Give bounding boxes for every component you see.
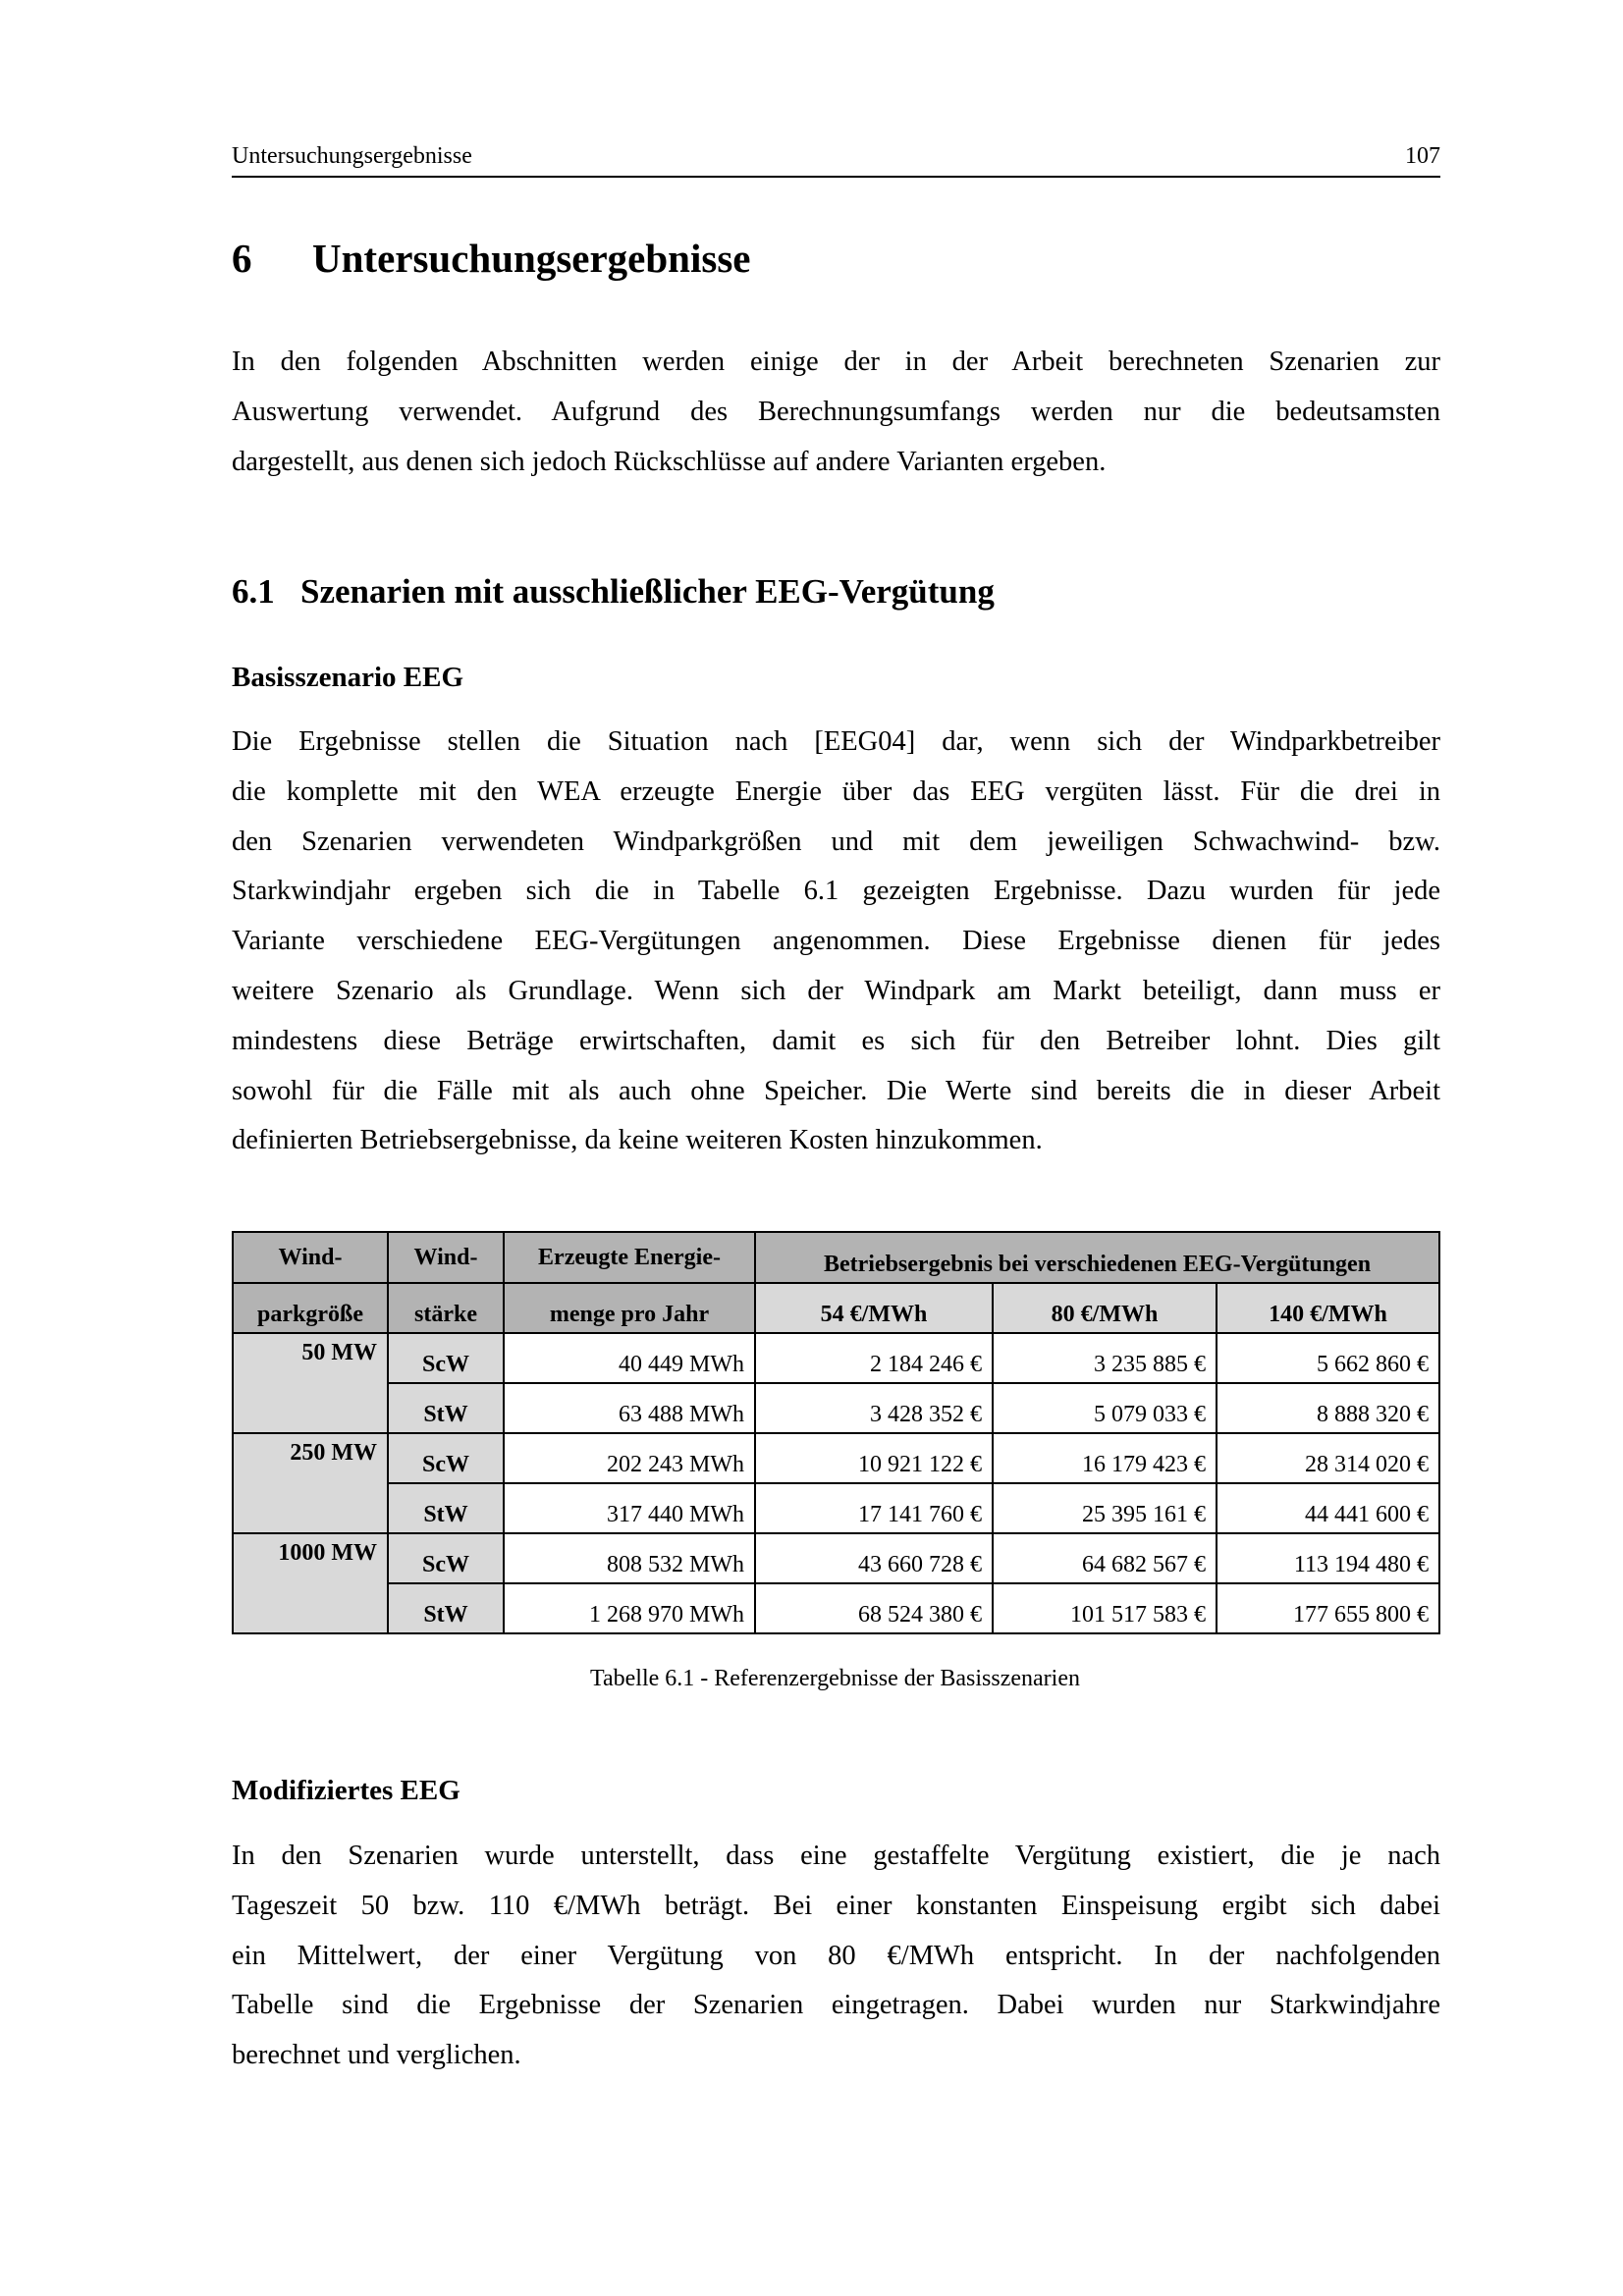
result-54-cell: 2 184 246 € — [755, 1333, 993, 1383]
paragraph-line: Variante verschiedene EEG-Vergütungen angenommen. Diese Ergebnisse dienen für jedes — [232, 926, 1440, 957]
result-140-cell: 177 655 800 € — [1217, 1583, 1439, 1633]
table-row — [233, 1433, 1439, 1483]
chapter-number: 6 — [232, 236, 252, 281]
result-80-cell: 25 395 161 € — [993, 1483, 1217, 1533]
header-rate-80: 80 €/MWh — [993, 1283, 1217, 1333]
basis-paragraph — [232, 718, 1440, 1166]
modified-paragraph — [232, 1832, 1440, 2081]
section-heading — [232, 567, 995, 616]
result-54-cell: 3 428 352 € — [755, 1383, 993, 1433]
paragraph-line: berechnet und verglichen. — [232, 2040, 521, 2071]
energy-cell: 40 449 MWh — [504, 1333, 755, 1383]
paragraph-line: Tabelle sind die Ergebnisse der Szenarien eingetragen. Dabei wurden nur Starkwindjahre — [232, 1990, 1440, 2021]
energy-cell: 317 440 MWh — [504, 1483, 755, 1533]
running-header-title: Untersuchungsergebnisse — [232, 143, 472, 169]
windpark-size-cell: 250 MW — [233, 1433, 388, 1533]
result-140-cell: 5 662 860 € — [1217, 1333, 1439, 1383]
result-140-cell: 113 194 480 € — [1217, 1533, 1439, 1583]
wind-strength-cell: ScW — [388, 1433, 504, 1483]
paragraph-line: die komplette mit den WEA erzeugte Energie über das EEG vergüten lässt. Für die drei in — [232, 775, 1440, 807]
result-80-cell: 5 079 033 € — [993, 1383, 1217, 1433]
running-header — [232, 137, 1440, 175]
header-rate-54: 54 €/MWh — [755, 1283, 993, 1333]
subheading-modifiziertes-eeg: Modifiziertes EEG — [232, 1775, 460, 1806]
result-54-cell: 10 921 122 € — [755, 1433, 993, 1483]
paragraph-line: dargestellt, aus denen sich jedoch Rückschlüsse auf andere Varianten ergeben. — [232, 446, 1107, 477]
header-rate-140: 140 €/MWh — [1217, 1283, 1439, 1333]
section-number: 6.1 — [232, 572, 275, 611]
energy-cell: 202 243 MWh — [504, 1433, 755, 1483]
header-wind-strength-line1: Wind- — [388, 1232, 504, 1283]
windpark-size-cell: 50 MW — [233, 1333, 388, 1433]
energy-cell: 63 488 MWh — [504, 1383, 755, 1433]
paragraph-line: Tageszeit 50 bzw. 110 €/MWh beträgt. Bei einer konstanten Einspeisung ergibt sich dabei — [232, 1890, 1440, 1921]
result-80-cell: 64 682 567 € — [993, 1533, 1217, 1583]
windpark-size-cell: 1000 MW — [233, 1533, 388, 1633]
paragraph-line: Auswertung verwendet. Aufgrund des Berechnungsumfangs werden nur die bedeutsamsten — [232, 396, 1440, 427]
paragraph-line: sowohl für die Fälle mit als auch ohne Speicher. Die Werte sind bereits die in dieser Arbeit — [232, 1075, 1440, 1106]
result-80-cell: 101 517 583 € — [993, 1583, 1217, 1633]
header-operating-result-group: Betriebsergebnis bei verschiedenen EEG-Vergütungen — [755, 1232, 1439, 1283]
chapter-title: Untersuchungsergebnisse — [312, 236, 751, 281]
page-number: 107 — [1405, 143, 1440, 169]
table-row — [233, 1383, 1439, 1433]
paragraph-line: ein Mittelwert, der einer Vergütung von 80 €/MWh entspricht. In der nachfolgenden — [232, 1940, 1440, 1971]
header-wind-strength-line2: stärke — [388, 1283, 504, 1333]
paragraph-line: Starkwindjahr ergeben sich die in Tabelle 6.1 gezeigten Ergebnisse. Dazu wurden für jede — [232, 876, 1440, 907]
wind-strength-cell: StW — [388, 1383, 504, 1433]
wind-strength-cell: StW — [388, 1483, 504, 1533]
paragraph-line: In den Szenarien wurde unterstellt, dass eine gestaffelte Vergütung existiert, die je nach — [232, 1841, 1440, 1871]
result-80-cell: 16 179 423 € — [993, 1433, 1217, 1483]
intro-paragraph — [232, 338, 1440, 487]
results-table — [232, 1231, 1440, 1634]
header-rule — [232, 176, 1440, 178]
result-54-cell: 68 524 380 € — [755, 1583, 993, 1633]
paragraph-line: Die Ergebnisse stellen die Situation nach [EEG04] dar, wenn sich der Windparkbetreiber — [232, 726, 1440, 757]
energy-cell: 1 268 970 MWh — [504, 1583, 755, 1633]
result-140-cell: 28 314 020 € — [1217, 1433, 1439, 1483]
table-row — [233, 1533, 1439, 1583]
paragraph-line: den Szenarien verwendeten Windparkgrößen und mit dem jeweiligen Schwachwind- bzw. — [232, 826, 1440, 857]
result-80-cell: 3 235 885 € — [993, 1333, 1217, 1383]
wind-strength-cell: StW — [388, 1583, 504, 1633]
result-140-cell: 8 888 320 € — [1217, 1383, 1439, 1433]
header-windpark-size-line1: Wind- — [233, 1232, 388, 1283]
paragraph-line: definierten Betriebsergebnisse, da keine weiteren Kosten hinzukommen. — [232, 1125, 1043, 1156]
table-row — [233, 1583, 1439, 1633]
section-title: Szenarien mit ausschließlicher EEG-Vergütung — [300, 572, 995, 611]
chapter-heading — [232, 234, 750, 283]
wind-strength-cell: ScW — [388, 1533, 504, 1583]
paragraph-line: In den folgenden Abschnitten werden einige der in der Arbeit berechneten Szenarien zur — [232, 347, 1440, 377]
table-row — [233, 1483, 1439, 1533]
result-140-cell: 44 441 600 € — [1217, 1483, 1439, 1533]
subheading-basisszenario: Basisszenario EEG — [232, 662, 464, 693]
result-54-cell: 17 141 760 € — [755, 1483, 993, 1533]
header-energy-line2: menge pro Jahr — [504, 1283, 755, 1333]
energy-cell: 808 532 MWh — [504, 1533, 755, 1583]
paragraph-line: weitere Szenario als Grundlage. Wenn sich der Windpark am Markt beteiligt, dann muss er — [232, 975, 1440, 1006]
wind-strength-cell: ScW — [388, 1333, 504, 1383]
header-windpark-size-line2: parkgröße — [233, 1283, 388, 1333]
result-54-cell: 43 660 728 € — [755, 1533, 993, 1583]
paragraph-line: mindestens diese Beträge erwirtschaften, damit es sich für den Betreiber lohnt. Dies gilt — [232, 1025, 1440, 1056]
header-energy-line1: Erzeugte Energie- — [504, 1232, 755, 1283]
table-caption: Tabelle 6.1 - Referenzergebnisse der Basisszenarien — [590, 1666, 1080, 1691]
table-row — [233, 1333, 1439, 1383]
